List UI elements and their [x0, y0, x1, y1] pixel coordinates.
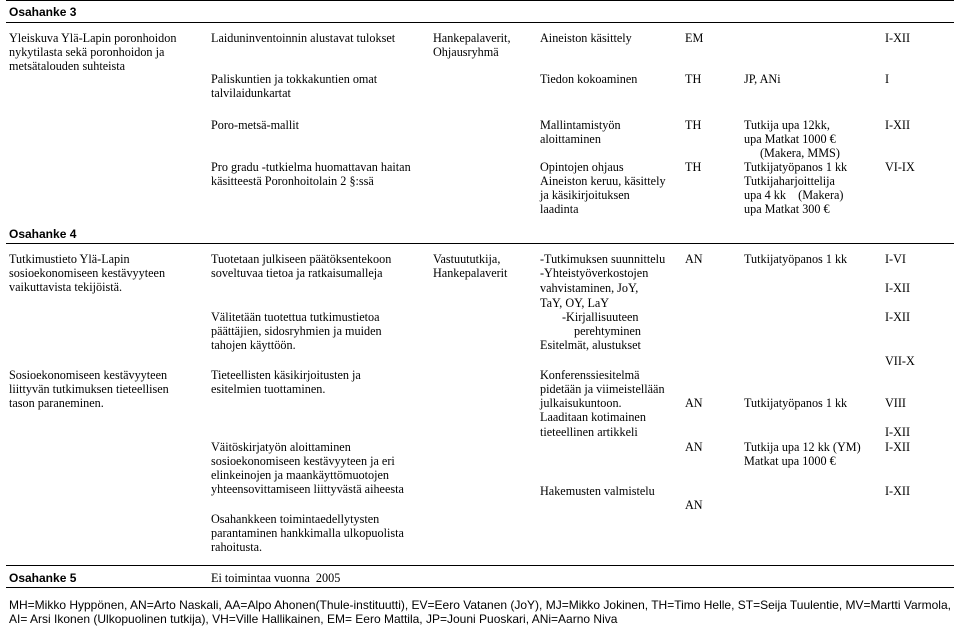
- osahanke4-resource-1: Tutkijatyöpanos 1 kk: [744, 252, 848, 266]
- osahanke4-rule: [6, 243, 954, 244]
- osahanke4-time-6: I-XII: [885, 425, 911, 439]
- osahanke4-task-4a: Väitöskirjatyön aloittaminen: [211, 440, 351, 454]
- osahanke4-goal-1b: sosioekonomiseen kestävyyteen: [9, 266, 166, 280]
- osahanke3-partners-2: Ohjausryhmä: [433, 45, 499, 59]
- abbreviations-line-1: MH=Mikko Hyppönen, AN=Arto Naskali, AA=Alpo Ahonen(Thule-instituutti), EV=Eero Vatanen (JoY), MJ=Mikko Jokinen, TH=Timo Helle, ST=Seija Tuulentie, MV=Martti Varmola,: [9, 598, 951, 612]
- osahanke3-who-1: EM: [685, 31, 704, 45]
- osahanke3-task-3: Poro-metsä-mallit: [211, 118, 300, 132]
- osahanke3-resource-3d: Tutkijatyöpanos 1 kk: [744, 160, 848, 174]
- osahanke3-goal-2: nykytilasta sekä poronhoidon ja: [9, 45, 165, 59]
- osahanke4-time-3: I-XII: [885, 310, 911, 324]
- osahanke3-activity-1: Aineiston käsittely: [540, 31, 632, 45]
- osahanke3-time-2: I: [885, 72, 890, 86]
- osahanke3-activity-4d: laadinta: [540, 202, 579, 216]
- osahanke4-activity-9: pidetään ja viimeistellään: [540, 382, 665, 396]
- osahanke4-time-8: I-XII: [885, 484, 911, 498]
- osahanke3-activity-4b: Aineiston keruu, käsittely: [540, 174, 666, 188]
- osahanke4-task-4b: sosioekonomiseen kestävyyteen ja eri: [211, 454, 395, 468]
- top-rule: [6, 0, 954, 1]
- osahanke5-top-rule: [6, 565, 954, 566]
- osahanke4-task-1b: soveltuvaa tietoa ja ratkaisumalleja: [211, 266, 383, 280]
- osahanke3-goal-3: metsätalouden suhteista: [9, 59, 126, 73]
- osahanke3-task-2a: Paliskuntien ja tokkakuntien omat: [211, 72, 378, 86]
- osahanke4-task-5a: Osahankkeen toimintaedellytysten: [211, 512, 380, 526]
- osahanke4-time-4: VII-X: [885, 354, 915, 368]
- osahanke4-goal-2c: tason paraneminen.: [9, 396, 104, 410]
- osahanke4-activity-7: Esitelmät, alustukset: [540, 338, 641, 352]
- osahanke4-task-4c: elinkeinojen ja maankäyttömuotojen: [211, 468, 390, 482]
- osahanke5-heading: Osahanke 5: [9, 571, 77, 585]
- abbreviations-line-2: AI= Arsi Ikonen (Ulkopuolinen tutkija), VH=Ville Hallikainen, EM= Eero Mattila, JP=Jouni Puoskari, ANi=Aarno Niva: [9, 612, 618, 626]
- osahanke3-heading: Osahanke 3: [9, 5, 77, 19]
- osahanke5-text: Ei toimintaa vuonna 2005: [211, 571, 341, 585]
- osahanke4-task-4d: yhteensovittamiseen liittyvästä aiheesta: [211, 482, 404, 496]
- osahanke4-resource-2: Tutkijatyöpanos 1 kk: [744, 396, 848, 410]
- osahanke4-task-5c: rahoitusta.: [211, 540, 263, 554]
- osahanke4-who-1: AN: [685, 252, 703, 266]
- osahanke4-resource-3: Tutkija upa 12 kk (YM): [744, 440, 861, 454]
- osahanke4-activity-1: -Tutkimuksen suunnittelu: [540, 252, 666, 266]
- osahanke3-activity-2: Tiedon kokoaminen: [540, 72, 638, 86]
- osahanke4-task-3a: Tieteellisten käsikirjoitusten ja: [211, 368, 361, 382]
- osahanke3-who-3: TH: [685, 118, 702, 132]
- osahanke4-heading: Osahanke 4: [9, 227, 77, 241]
- osahanke4-activity-8: Konferenssiesitelmä: [540, 368, 640, 382]
- osahanke3-resource-3c: (Makera, MMS): [760, 146, 840, 160]
- osahanke4-partners-2: Hankepalaverit: [433, 266, 508, 280]
- osahanke4-activity-10: julkaisukuntoon.: [540, 396, 622, 410]
- osahanke3-activity-4a: Opintojen ohjaus: [540, 160, 624, 174]
- osahanke4-task-2a: Välitetään tuotettua tutkimustietoa: [211, 310, 380, 324]
- osahanke4-time-2: I-XII: [885, 281, 911, 295]
- osahanke3-activity-4c: ja käsikirjoituksen: [540, 188, 630, 202]
- osahanke3-task-4a: Pro gradu -tutkielma huomattavan haitan: [211, 160, 411, 174]
- osahanke4-task-5b: parantaminen hankkimalla ulkopuolista: [211, 526, 404, 540]
- osahanke3-resource-3e: Tutkijaharjoittelija: [744, 174, 835, 188]
- osahanke4-activity-13: Hakemusten valmistelu: [540, 484, 655, 498]
- osahanke3-time-3: I-XII: [885, 118, 911, 132]
- osahanke3-rule: [6, 22, 954, 23]
- osahanke3-goal-1: Yleiskuva Ylä-Lapin poronhoidon: [9, 31, 177, 45]
- osahanke3-activity-3b: aloittaminen: [540, 132, 601, 146]
- osahanke3-resource-3f: upa 4 kk (Makera): [744, 188, 844, 202]
- osahanke4-resource-4: Matkat upa 1000 €: [744, 454, 836, 468]
- osahanke5-bottom-rule: [6, 587, 954, 588]
- osahanke3-partners-1: Hankepalaverit,: [433, 31, 511, 45]
- osahanke4-activity-4: TaY, OY, LaY: [540, 296, 610, 310]
- osahanke4-time-7: I-XII: [885, 440, 911, 454]
- osahanke3-resource-2: JP, ANi: [744, 72, 781, 86]
- osahanke3-resource-3a: Tutkija upa 12kk,: [744, 118, 830, 132]
- osahanke4-activity-2: -Yhteistyöverkostojen: [540, 266, 649, 280]
- osahanke3-resource-3b: upa Matkat 1000 €: [744, 132, 836, 146]
- osahanke3-activity-3a: Mallintamistyön: [540, 118, 621, 132]
- osahanke4-activity-12: tieteellinen artikkeli: [540, 425, 638, 439]
- osahanke3-who-2: TH: [685, 72, 702, 86]
- osahanke4-partners-1: Vastuututkija,: [433, 252, 501, 266]
- osahanke4-time-5: VIII: [885, 396, 906, 410]
- osahanke4-task-2c: tahojen käyttöön.: [211, 338, 296, 352]
- osahanke4-activity-3: vahvistaminen, JoY,: [540, 281, 639, 295]
- osahanke4-who-3: AN: [685, 440, 703, 454]
- osahanke3-task-4b: käsitteestä Poronhoitolain 2 §:ssä: [211, 174, 374, 188]
- osahanke4-activity-5: -Kirjallisuuteen: [562, 310, 639, 324]
- osahanke4-who-2: AN: [685, 396, 703, 410]
- osahanke4-activity-6: perehtyminen: [574, 324, 642, 338]
- osahanke4-goal-2b: liittyvän tutkimuksen tieteellisen: [9, 382, 169, 396]
- osahanke3-time-4: VI-IX: [885, 160, 915, 174]
- osahanke4-time-1: I-VI: [885, 252, 906, 266]
- osahanke3-who-4: TH: [685, 160, 702, 174]
- osahanke4-activity-11: Laaditaan kotimainen: [540, 410, 646, 424]
- osahanke3-task-2b: talvilaidunkartat: [211, 86, 291, 100]
- osahanke4-task-3b: esitelmien tuottaminen.: [211, 382, 326, 396]
- osahanke3-task-1: Laiduninventoinnin alustavat tulokset: [211, 31, 396, 45]
- osahanke4-goal-1a: Tutkimustieto Ylä-Lapin: [9, 252, 130, 266]
- osahanke3-time-1: I-XII: [885, 31, 911, 45]
- osahanke4-who-4: AN: [685, 498, 703, 512]
- osahanke4-goal-1c: vaikuttavista tekijöistä.: [9, 280, 123, 294]
- osahanke4-goal-2a: Sosioekonomiseen kestävyyteen: [9, 368, 168, 382]
- osahanke4-task-1a: Tuotetaan julkiseen päätöksentekoon: [211, 252, 392, 266]
- osahanke4-task-2b: päättäjien, sidosryhmien ja muiden: [211, 324, 382, 338]
- osahanke3-resource-3g: upa Matkat 300 €: [744, 202, 830, 216]
